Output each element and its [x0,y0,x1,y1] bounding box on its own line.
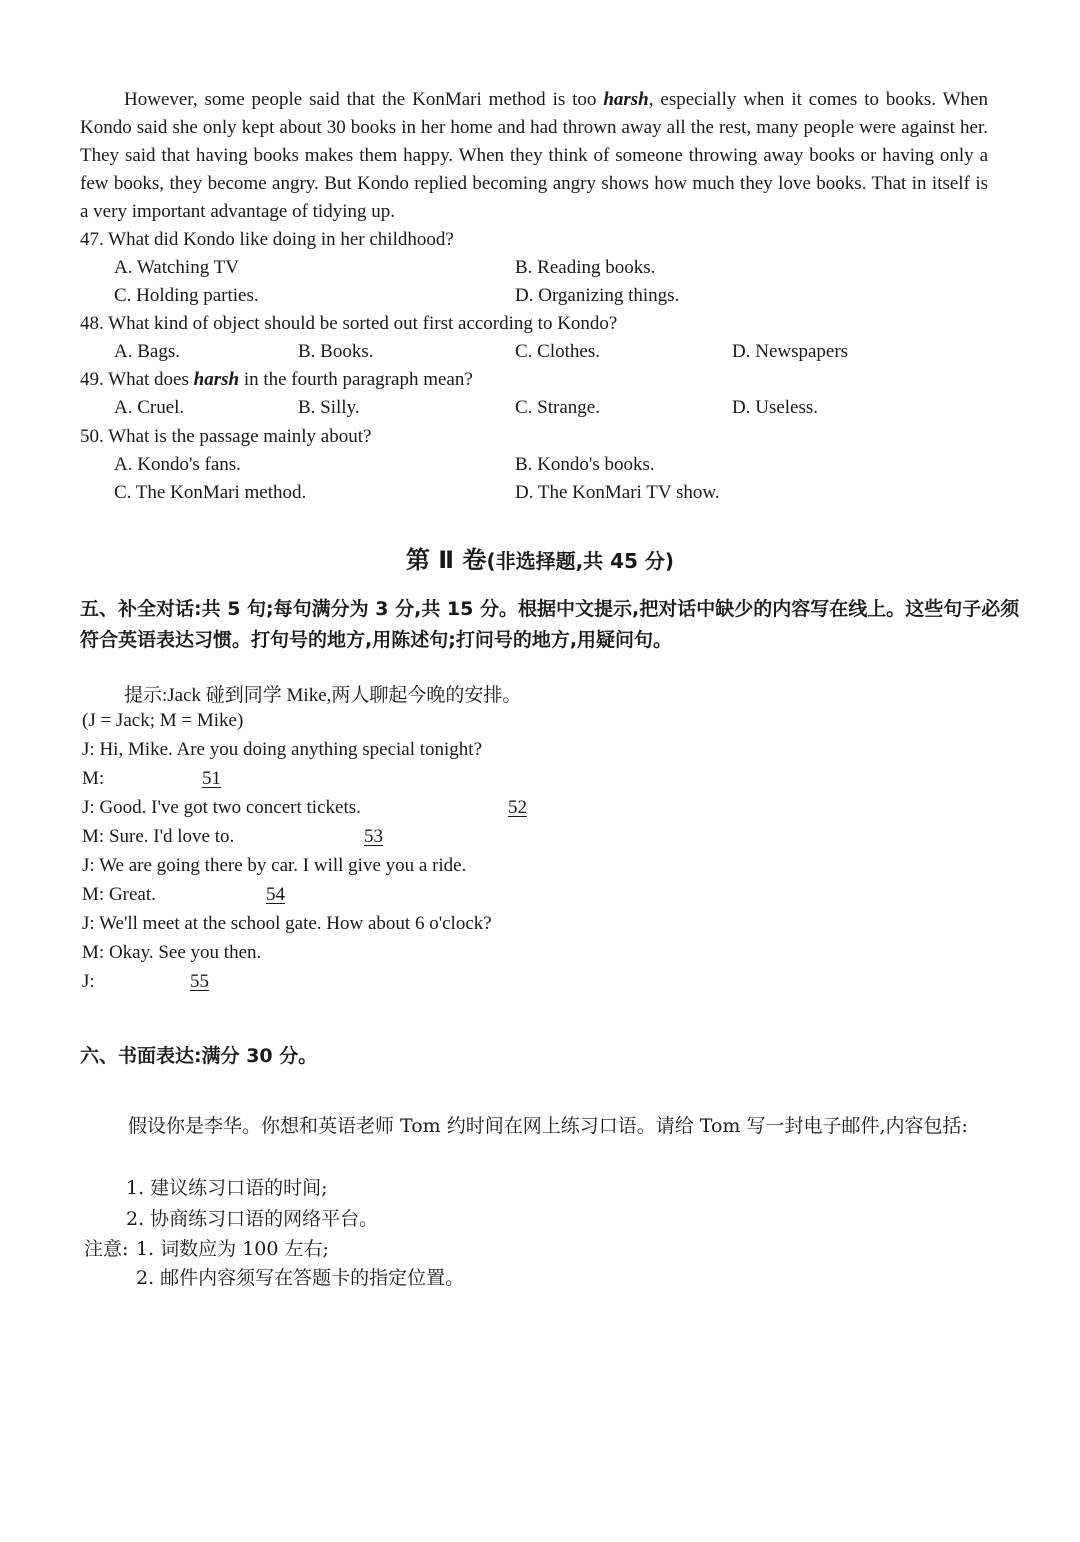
blank-number: 51 [202,768,221,789]
dialogue-line-7 [82,913,492,935]
dialogue-speaker: M: [82,826,105,847]
dialogue-legend: (J = Jack; M = Mike) [82,710,244,731]
dialogue-text: We'll meet at the school gate. How about 6 o'clock? [99,913,492,934]
question-48-option-b[interactable]: B. Books. [298,341,374,362]
writing-prompt [84,1111,996,1142]
dialogue-speaker: J: [82,913,95,934]
dialogue-line-9 [82,971,95,993]
dialogue-text: Hi, Mike. Are you doing anything special tonight? [99,739,483,760]
dialogue-speaker: M: [82,768,105,789]
question-48-option-c[interactable]: C. Clothes. [515,341,600,362]
writing-note-label: 注意: [84,1238,129,1260]
blank-52[interactable] [508,797,527,819]
dialogue-text: Sure. I'd love to. [108,826,235,847]
part-2-title [0,540,1080,575]
dialogue-text: Okay. See you then. [108,942,262,963]
dialogue-text: We are going there by car. I will give you a ride. [99,855,467,876]
writing-item-1: 1. 建议练习口语的时间; [126,1177,328,1199]
blank-55[interactable] [190,971,209,993]
passage-paragraph [80,86,988,226]
part-2-title-main: 第 Ⅱ 卷 [405,546,487,574]
question-49-stem-before: 49. What does [80,369,194,390]
question-50-option-d[interactable]: D. The KonMari TV show. [515,482,720,503]
question-48-option-a[interactable]: A. Bags. [114,341,180,362]
writing-prompt-text: 假设你是李华。你想和英语老师 Tom 约时间在网上练习口语。请给 Tom 写一封电子邮件,内容包括: [128,1115,968,1137]
part-2-title-subtitle: (非选择题,共 45 分) [486,549,675,573]
question-49-option-b[interactable]: B. Silly. [298,397,360,418]
question-50-stem: 50. What is the passage mainly about? [80,426,372,447]
passage-text-after: , especially when it comes to books. When Kondo said she only kept about 30 books in her home and had thrown away all the rest, many people were against her. They said that having books makes them happy. When they think of someone throwing away books or having only a few books, they become angry. But Kondo replied becoming angry shows how much they love books. That in itself is a very important advantage of tidying up. [80,89,988,222]
question-50-option-a[interactable]: A. Kondo's fans. [114,454,241,475]
dialogue-speaker: J: [82,971,95,992]
blank-54[interactable] [266,884,285,906]
question-49-stem-after: in the fourth paragraph mean? [239,369,473,390]
question-48-option-d[interactable]: D. Newspapers [732,341,849,362]
dialogue-speaker: J: [82,855,95,876]
dialogue-line-5 [82,855,466,877]
dialogue-line-3 [82,797,361,819]
question-48-stem: 48. What kind of object should be sorted out first according to Kondo? [80,313,618,334]
blank-number: 52 [508,797,527,818]
question-47-option-a[interactable]: A. Watching TV [114,257,239,278]
writing-note-1: 1. 词数应为 100 左右; [136,1238,329,1260]
section-5-heading: 五、补全对话:共 5 句;每句满分为 3 分,共 15 分。根据中文提示,把对话中缺少的内容写在线上。这些句子必须符合英语表达习惯。打句号的地方,用陈述句;打问号的地方,用疑问句。 [80,598,1020,651]
passage-text-before: However, some people said that the KonMari method is too [124,89,604,110]
blank-51[interactable] [202,768,221,790]
section-6-heading: 六、书面表达:满分 30 分。 [80,1045,318,1067]
dialogue-line-8 [82,942,261,964]
writing-item-2: 2. 协商练习口语的网络平台。 [126,1208,379,1230]
question-49-option-d[interactable]: D. Useless. [732,397,819,418]
question-50-option-b[interactable]: B. Kondo's books. [515,454,655,475]
dialogue-line-2 [82,768,104,790]
question-47-option-c[interactable]: C. Holding parties. [114,285,259,306]
question-47-stem: 47. What did Kondo like doing in her childhood? [80,229,454,250]
dialogue-line-4 [82,826,234,848]
question-50-option-c[interactable]: C. The KonMari method. [114,482,307,503]
question-49-option-a[interactable]: A. Cruel. [114,397,185,418]
dialogue-text: Great. [108,884,156,905]
blank-53[interactable] [352,826,383,848]
blank-number: 54 [266,884,285,905]
question-47-option-b[interactable]: B. Reading books. [515,257,656,278]
dialogue-speaker: M: [82,884,105,905]
question-49-option-c[interactable]: C. Strange. [515,397,600,418]
question-49-keyword: harsh [193,369,240,390]
question-49-stem [80,369,473,391]
writing-note-2: 2. 邮件内容须写在答题卡的指定位置。 [136,1267,465,1289]
dialogue-speaker: J: [82,797,95,818]
dialogue-line-6 [82,884,156,906]
dialogue-speaker: M: [82,942,105,963]
dialogue-line-1 [82,739,482,761]
dialogue-text: Good. I've got two concert tickets. [99,797,361,818]
question-47-option-d[interactable]: D. Organizing things. [515,285,680,306]
passage-keyword: harsh [603,89,649,110]
dialogue-hint: 提示:Jack 碰到同学 Mike,两人聊起今晚的安排。 [124,685,522,706]
dialogue-speaker: J: [82,739,95,760]
blank-number: 55 [190,971,209,992]
blank-number: 53 [364,826,383,847]
